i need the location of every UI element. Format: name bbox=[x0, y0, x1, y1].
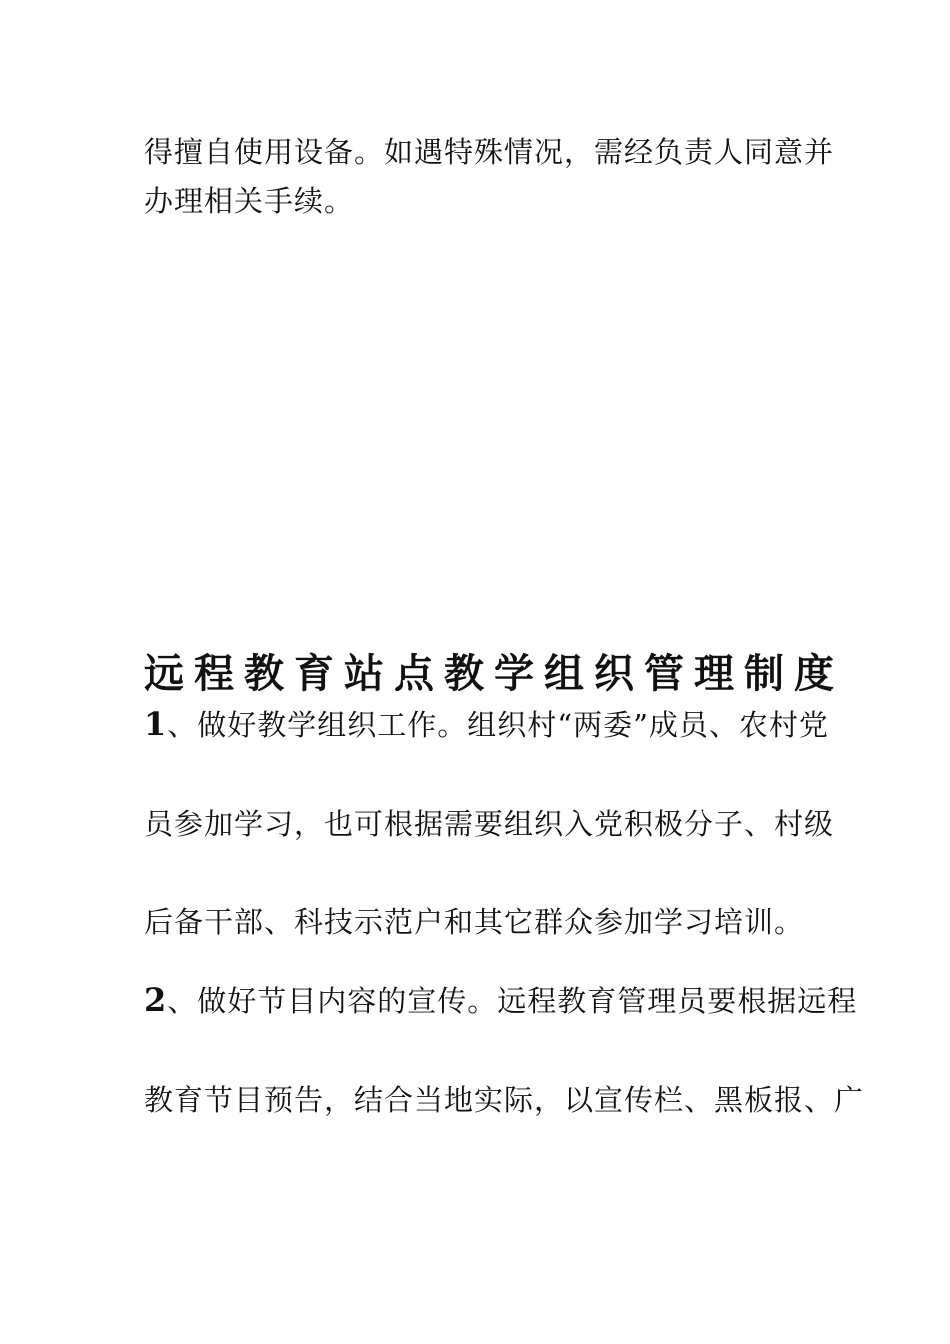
item-1-line-2: 员参加学习，也可根据需要组织入党积极分子、村级 bbox=[144, 807, 835, 841]
item-number: 1 bbox=[144, 705, 168, 743]
item-1-line-3: 后备干部、科技示范户和其它群众参加学习培训。 bbox=[144, 905, 805, 939]
item-text: 、做好节目内容的宣传。远程教育管理员要根据远程 bbox=[167, 984, 858, 1018]
item-2-line-1 bbox=[144, 981, 858, 1019]
item-2-line-2: 教育节目预告，结合当地实际，以宣传栏、黑板报、广 bbox=[144, 1083, 865, 1117]
section-title: 远程教育站点教学组织管理制度 bbox=[144, 650, 844, 697]
item-number: 2 bbox=[144, 981, 168, 1019]
paragraph-line: 办理相关手续。 bbox=[144, 184, 355, 218]
paragraph-line: 得擅自使用设备。如遇特殊情况，需经负责人同意并 bbox=[144, 135, 835, 169]
item-text: 、做好教学组织工作。组织村“两委”成员、农村党 bbox=[167, 708, 829, 742]
item-1-line-1 bbox=[144, 705, 829, 743]
